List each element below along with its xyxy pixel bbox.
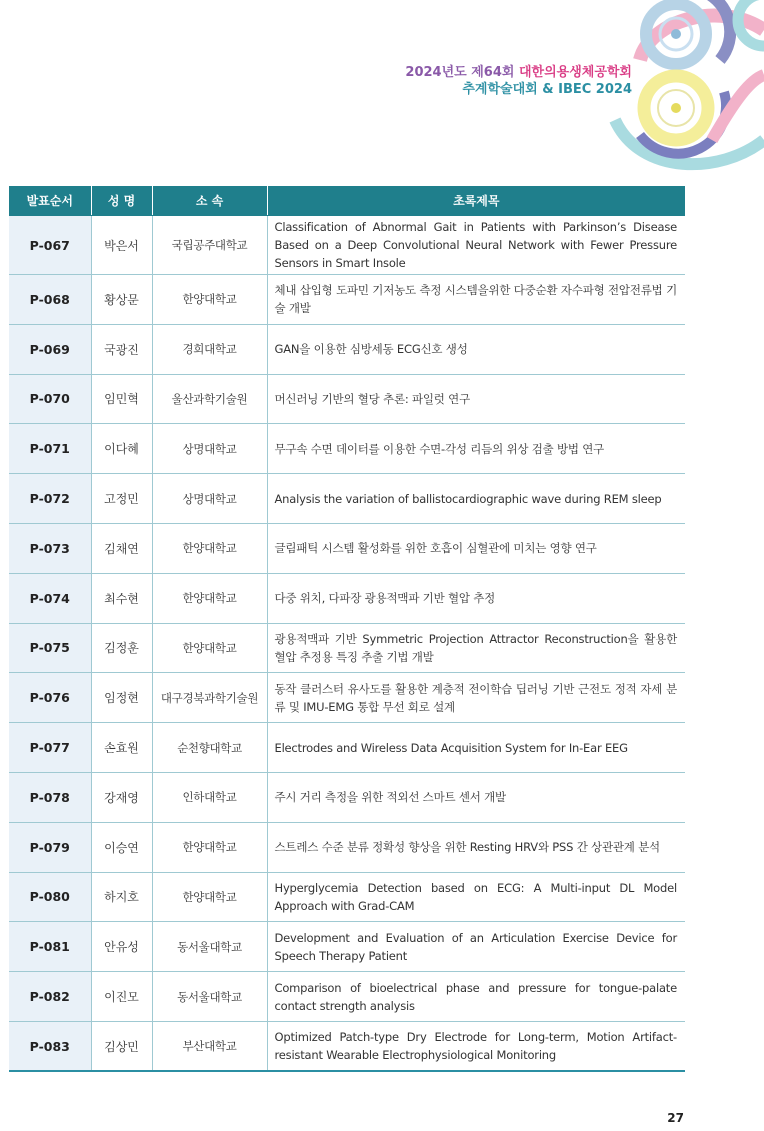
abstract-title: Electrodes and Wireless Data Acquisition System for In-Ear EEG — [267, 723, 685, 773]
affiliation: 상명대학교 — [152, 474, 267, 524]
abstract-title: 스트레스 수준 분류 정확성 향상을 위한 Resting HRV와 PSS 간 상관관계 분석 — [267, 822, 685, 872]
table-row — [9, 474, 685, 524]
abstract-title: GAN을 이용한 심방세동 ECG신호 생성 — [267, 324, 685, 374]
conference-edition: 2024년도 제64회 — [405, 65, 515, 80]
affiliation: 부산대학교 — [152, 1021, 267, 1071]
abstract-title: Comparison of bioelectrical phase and pressure for tongue-palate contact strength analysis — [267, 972, 685, 1022]
table-row — [9, 623, 685, 673]
table-row — [9, 573, 685, 623]
column-header-affiliation: 소 속 — [152, 186, 267, 216]
presentation-code: P-078 — [9, 772, 91, 822]
presentation-code: P-083 — [9, 1021, 91, 1071]
affiliation: 경희대학교 — [152, 324, 267, 374]
table-row — [9, 723, 685, 773]
column-header-order: 발표순서 — [9, 186, 91, 216]
affiliation: 한양대학교 — [152, 623, 267, 673]
presenter-name: 하지호 — [91, 872, 152, 922]
presentation-code: P-081 — [9, 922, 91, 972]
affiliation: 인하대학교 — [152, 772, 267, 822]
abstract-title: 머신러닝 기반의 혈당 추론: 파일럿 연구 — [267, 374, 685, 424]
presenter-name: 이다혜 — [91, 424, 152, 474]
presentation-code: P-069 — [9, 324, 91, 374]
affiliation: 울산과학기술원 — [152, 374, 267, 424]
table-body — [9, 216, 685, 1072]
affiliation: 국립공주대학교 — [152, 216, 267, 275]
affiliation: 한양대학교 — [152, 275, 267, 325]
presentation-code: P-073 — [9, 523, 91, 573]
abstract-title: Analysis the variation of ballistocardiographic wave during REM sleep — [267, 474, 685, 524]
presenter-name: 최수현 — [91, 573, 152, 623]
society-name: 대한의용생체공학회 — [518, 65, 632, 80]
conference-header — [405, 64, 632, 98]
presenter-name: 이진모 — [91, 972, 152, 1022]
table-row — [9, 872, 685, 922]
presentation-code: P-072 — [9, 474, 91, 524]
table-row — [9, 324, 685, 374]
affiliation: 한양대학교 — [152, 872, 267, 922]
presentation-code: P-079 — [9, 822, 91, 872]
abstract-title: 무구속 수면 데이터를 이용한 수면-각성 리듬의 위상 검출 방법 연구 — [267, 424, 685, 474]
conference-title-line1 — [405, 64, 632, 81]
presentation-code: P-076 — [9, 673, 91, 723]
presenter-name: 손효원 — [91, 723, 152, 773]
page-number: 27 — [667, 1111, 684, 1125]
column-header-abstract-title: 초록제목 — [267, 186, 685, 216]
presentation-code: P-082 — [9, 972, 91, 1022]
table-row — [9, 216, 685, 275]
table-row — [9, 374, 685, 424]
table-row — [9, 673, 685, 723]
affiliation: 대구경북과학기술원 — [152, 673, 267, 723]
conference-title-line2: 추계학술대회 & IBEC 2024 — [462, 82, 632, 97]
affiliation: 한양대학교 — [152, 573, 267, 623]
presenter-name: 황상문 — [91, 275, 152, 325]
presenter-name: 박은서 — [91, 216, 152, 275]
presenter-name: 김상민 — [91, 1021, 152, 1071]
table-header-row — [9, 186, 685, 216]
presentation-code: P-080 — [9, 872, 91, 922]
abstract-title: 글림패틱 시스템 활성화를 위한 호흡이 심혈관에 미치는 영향 연구 — [267, 523, 685, 573]
presentation-code: P-068 — [9, 275, 91, 325]
table-row — [9, 523, 685, 573]
presentation-schedule-table — [9, 186, 685, 1072]
presentation-code: P-071 — [9, 424, 91, 474]
affiliation: 한양대학교 — [152, 523, 267, 573]
table-row — [9, 922, 685, 972]
abstract-title: Development and Evaluation of an Articulation Exercise Device for Speech Therapy Patient — [267, 922, 685, 972]
presentation-code: P-067 — [9, 216, 91, 275]
abstract-title: 동작 클러스터 유사도를 활용한 계층적 전이학습 딥러닝 기반 근전도 정적 자세 분류 및 IMU-EMG 통합 무선 회로 설계 — [267, 673, 685, 723]
abstract-title: 주시 거리 측정을 위한 적외선 스마트 센서 개발 — [267, 772, 685, 822]
table-row — [9, 772, 685, 822]
presenter-name: 김채연 — [91, 523, 152, 573]
abstract-title: 다중 위치, 다파장 광용적맥파 기반 혈압 추정 — [267, 573, 685, 623]
abstract-title: 광용적맥파 기반 Symmetric Projection Attractor Reconstruction을 활용한 혈압 추정용 특징 추출 기법 개발 — [267, 623, 685, 673]
affiliation: 동서울대학교 — [152, 922, 267, 972]
presentation-code: P-070 — [9, 374, 91, 424]
presentation-code: P-074 — [9, 573, 91, 623]
abstract-title: Hyperglycemia Detection based on ECG: A Multi-input DL Model Approach with Grad-CAM — [267, 872, 685, 922]
table-row — [9, 424, 685, 474]
affiliation: 한양대학교 — [152, 822, 267, 872]
abstract-title: Optimized Patch-type Dry Electrode for Long-term, Motion Artifact-resistant Wearable Electrophysiological Monitoring — [274, 1030, 677, 1063]
presenter-name: 국광진 — [91, 324, 152, 374]
presentation-code: P-075 — [9, 623, 91, 673]
abstract-title: Classification of Abnormal Gait in Patients with Parkinson’s Disease Based on a Deep Convolutional Neural Network with Fewer Pressure Sensors in Smart Insole — [267, 216, 685, 275]
presenter-name: 임정현 — [91, 673, 152, 723]
presenter-name: 안유성 — [91, 922, 152, 972]
affiliation: 순천향대학교 — [152, 723, 267, 773]
table-row — [9, 822, 685, 872]
table-row — [9, 972, 685, 1022]
table-row — [9, 275, 685, 325]
column-header-name: 성 명 — [91, 186, 152, 216]
presenter-name: 이승연 — [91, 822, 152, 872]
presenter-name: 고정민 — [91, 474, 152, 524]
abstract-title: 체내 삽입형 도파민 기저농도 측정 시스템을위한 다중순환 자수파형 전압전류법 기술 개발 — [267, 275, 685, 325]
table-row — [9, 1021, 685, 1071]
presenter-name: 강재영 — [91, 772, 152, 822]
presenter-name: 임민혁 — [91, 374, 152, 424]
affiliation: 동서울대학교 — [152, 972, 267, 1022]
affiliation: 상명대학교 — [152, 424, 267, 474]
presenter-name: 김정훈 — [91, 623, 152, 673]
presentation-code: P-077 — [9, 723, 91, 773]
